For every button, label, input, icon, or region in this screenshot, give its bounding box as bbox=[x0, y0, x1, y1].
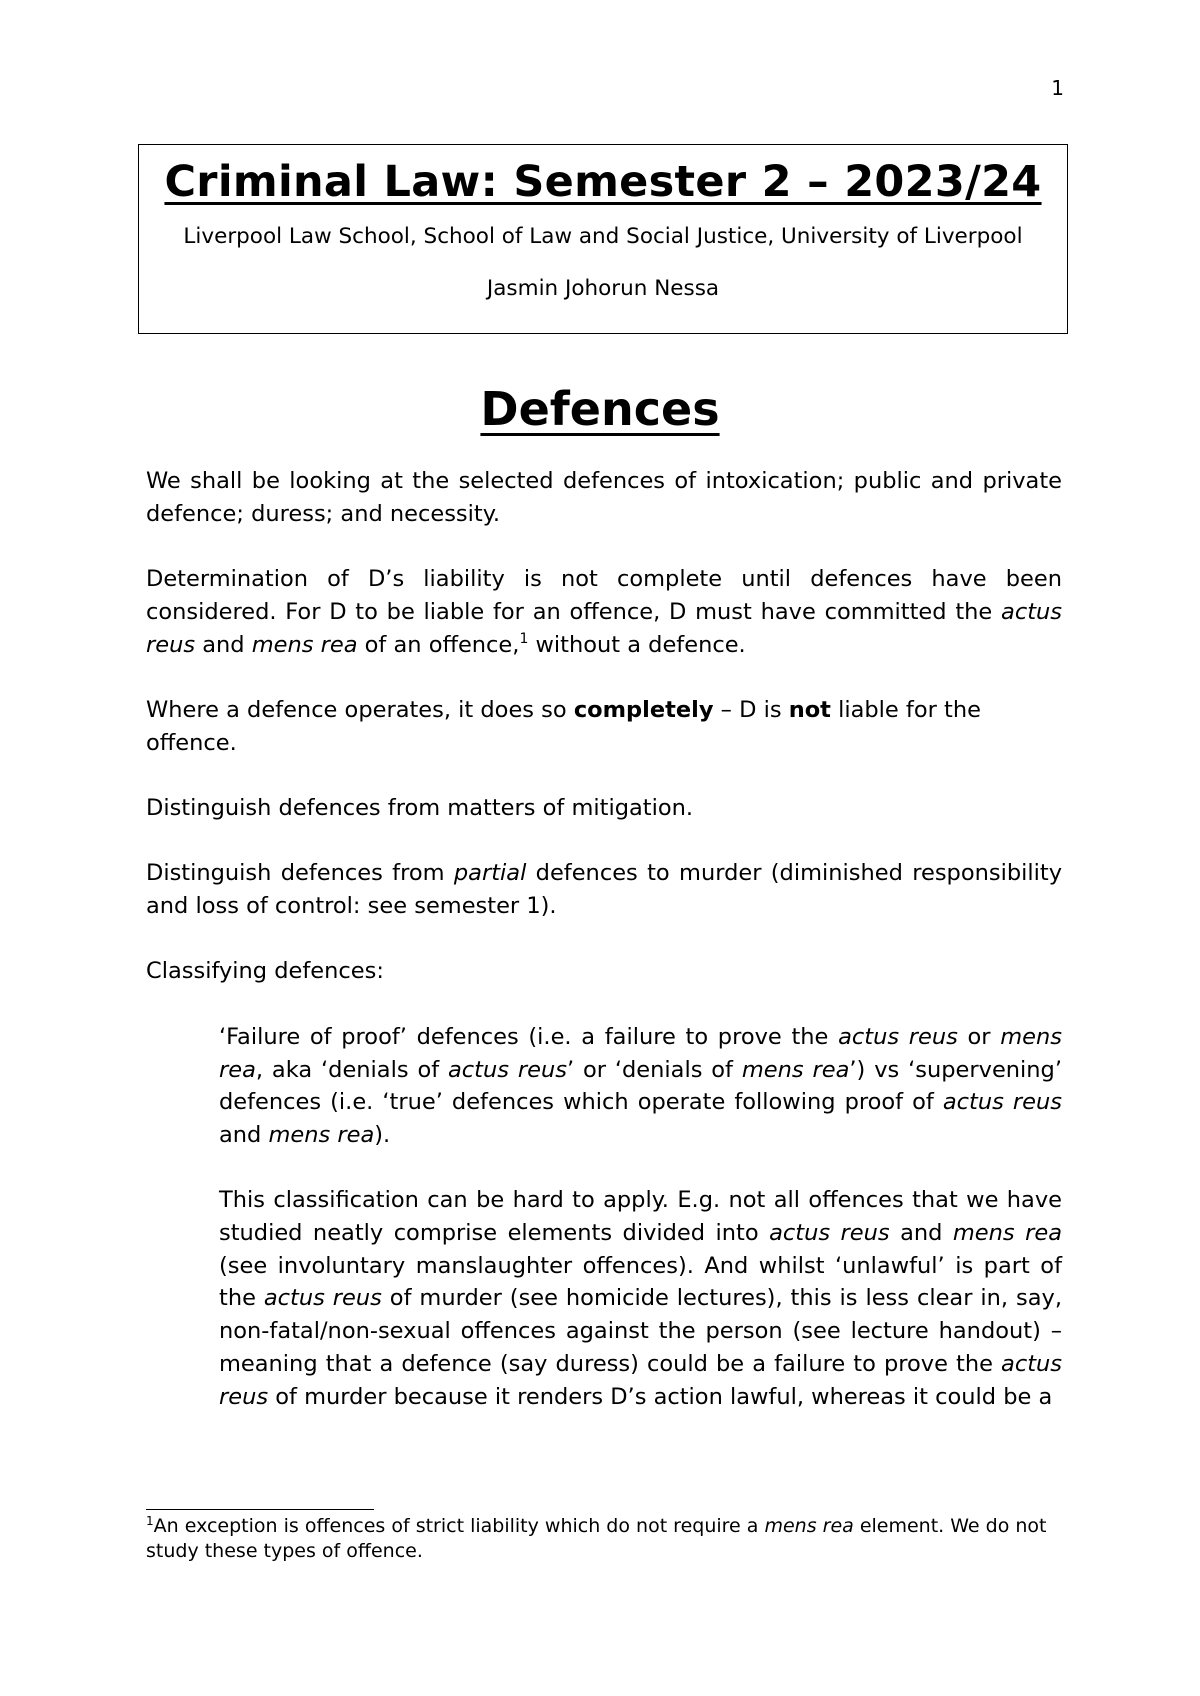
footnote-marker: 1 bbox=[146, 1514, 154, 1528]
document-title: Criminal Law: Semester 2 – 2023/24 bbox=[164, 157, 1042, 207]
page-number: 1 bbox=[1051, 76, 1064, 100]
footnote-reference[interactable]: 1 bbox=[519, 630, 529, 647]
paragraph-liability: Determination of D’s liability is not complete until defences have been considered. For D to be liable for an offence, D must have committed the actus reus and mens rea of an offence,$^1$ without a defence. bbox=[146, 566, 1062, 658]
section-heading: Defences bbox=[480, 382, 720, 436]
paragraph-partial: Distinguish defences from partial defences to murder (diminished responsibility and loss of control: see semester 1). bbox=[146, 860, 1063, 920]
paragraph-mitigation: Distinguish defences from matters of mitigation. bbox=[146, 794, 694, 821]
footnote-divider bbox=[146, 1509, 374, 1510]
indented-paragraph-classification: This classification can be hard to apply. E.g. not all offences that we have studied neatly comprise elements divided into actus reus and mens rea (see involuntary manslaughter offences). And whilst ‘unlawful’ is part of the actus reus of murder (see homicide lectures), this is less clear in, say, non-fatal/non-sexual offences against the person (see lecture handout) – meaning that a defence (say duress) could be a failure to prove the actus reus of murder because it renders D’s action lawful, whereas it could be a bbox=[219, 1187, 1062, 1410]
paragraph-intro: We shall be looking at the selected defences of intoxication; public and private defence; duress; and necessity. bbox=[146, 468, 1062, 527]
indented-paragraph-failure-of-proof: ‘Failure of proof’ defences (i.e. a failure to prove the actus reus or mens rea, aka ‘denials of actus reus’ or ‘denials of mens rea’) vs ‘supervening’ defences (i.e. ‘true’ defences which operate following proof of actus reus and mens rea). bbox=[219, 1023, 1063, 1148]
paragraph-classifying: Classifying defences: bbox=[146, 958, 384, 985]
footnote: $^1$An exception is offences of strict liability which do not require a mens rea element. We do not study these types of offence. bbox=[146, 1514, 1047, 1562]
body-text bbox=[146, 465, 1062, 1446]
institution-line: Liverpool Law School, School of Law and Social Justice, University of Liverpool bbox=[183, 224, 1023, 249]
paragraph-operation: Where a defence operates, it does so completely – D is not liable for the offence. bbox=[146, 696, 981, 756]
author-name: Jasmin Johorun Nessa bbox=[486, 276, 720, 301]
title-box bbox=[138, 144, 1068, 334]
